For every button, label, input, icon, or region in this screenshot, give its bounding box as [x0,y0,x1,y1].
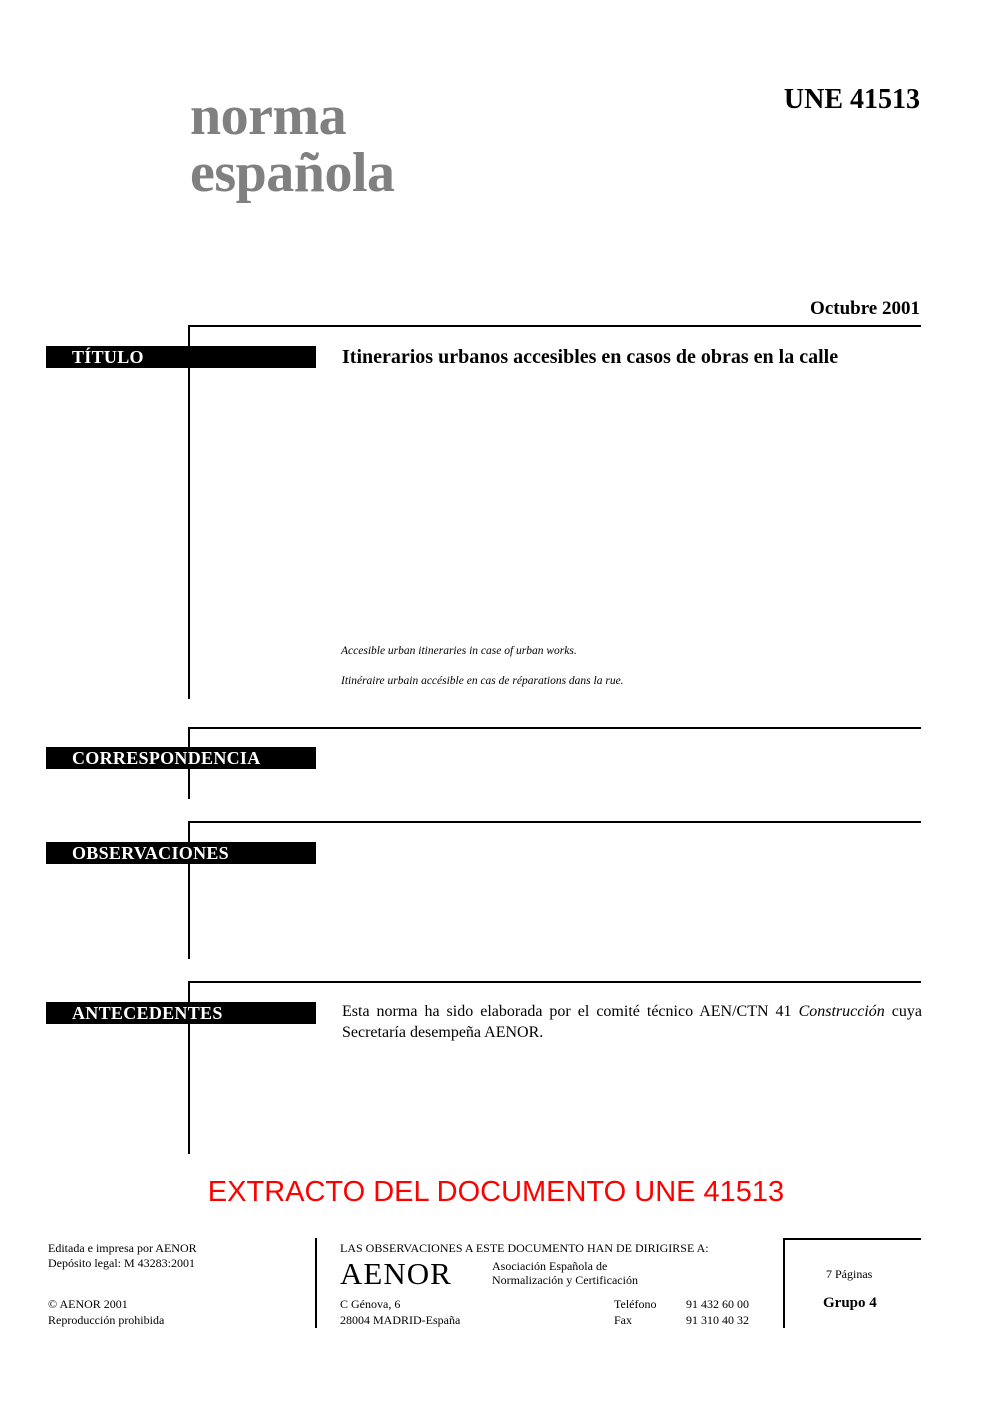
page-count: 7 Páginas [826,1267,873,1281]
info-box-vertical-rule [783,1238,785,1328]
section-rule [188,821,921,823]
footer-copyright: © AENOR 2001 [48,1297,128,1311]
brand-norma: norma [190,85,347,147]
committee-name: Construcción [798,1003,885,1020]
section-vertical-rule [188,325,190,699]
observations-header: LAS OBSERVACIONES A ESTE DOCUMENTO HAN DE DIRIGIRSE A: [340,1241,709,1255]
fax-value: 91 310 40 32 [686,1313,749,1327]
telefono-value: 91 432 60 00 [686,1297,749,1311]
document-title: Itinerarios urbanos accesibles en casos de obras en la calle [342,346,839,368]
org-name-line1: Asociación Española de [492,1259,608,1273]
section-rule [188,727,921,729]
label-correspondencia: CORRESPONDENCIA [46,747,316,769]
standard-code: UNE 41513 [783,84,920,115]
footer-reproduction: Reproducción prohibida [48,1313,165,1327]
address-line1: C Génova, 6 [340,1297,401,1311]
address-line2: 28004 MADRID-España [340,1313,461,1327]
antecedentes-text-start: Esta norma ha sido elaborada por el comité técnico AEN/CTN 41 [342,1003,799,1020]
aenor-logo: AENOR [340,1256,452,1291]
label-titulo: TÍTULO [46,346,316,368]
section-rule [188,981,921,983]
antecedentes-text-end: cuya Secretaría desempeña AENOR. [342,1003,922,1041]
title-english: Accesible urban itineraries in case of urban works. [341,645,577,657]
footer-edited-by: Editada e impresa por AENOR [48,1241,197,1255]
publication-date: Octubre 2001 [810,298,920,319]
telefono-label: Teléfono [614,1297,657,1311]
footer-divider [315,1238,317,1328]
extract-notice: EXTRACTO DEL DOCUMENTO UNE 41513 [207,1176,785,1208]
grupo: Grupo 4 [823,1295,877,1311]
info-box-rule [783,1238,921,1240]
fax-label: Fax [614,1313,632,1327]
label-antecedentes: ANTECEDENTES [46,1002,316,1024]
antecedentes-text [342,1001,922,1043]
section-rule [188,325,921,327]
label-observaciones: OBSERVACIONES [46,842,316,864]
title-french: Itinéraire urbain accésible en cas de réparations dans la rue. [341,675,624,687]
footer-deposito: Depósito legal: M 43283:2001 [48,1256,195,1270]
brand-espanola: española [190,142,395,204]
org-name-line2: Normalización y Certificación [492,1273,638,1287]
